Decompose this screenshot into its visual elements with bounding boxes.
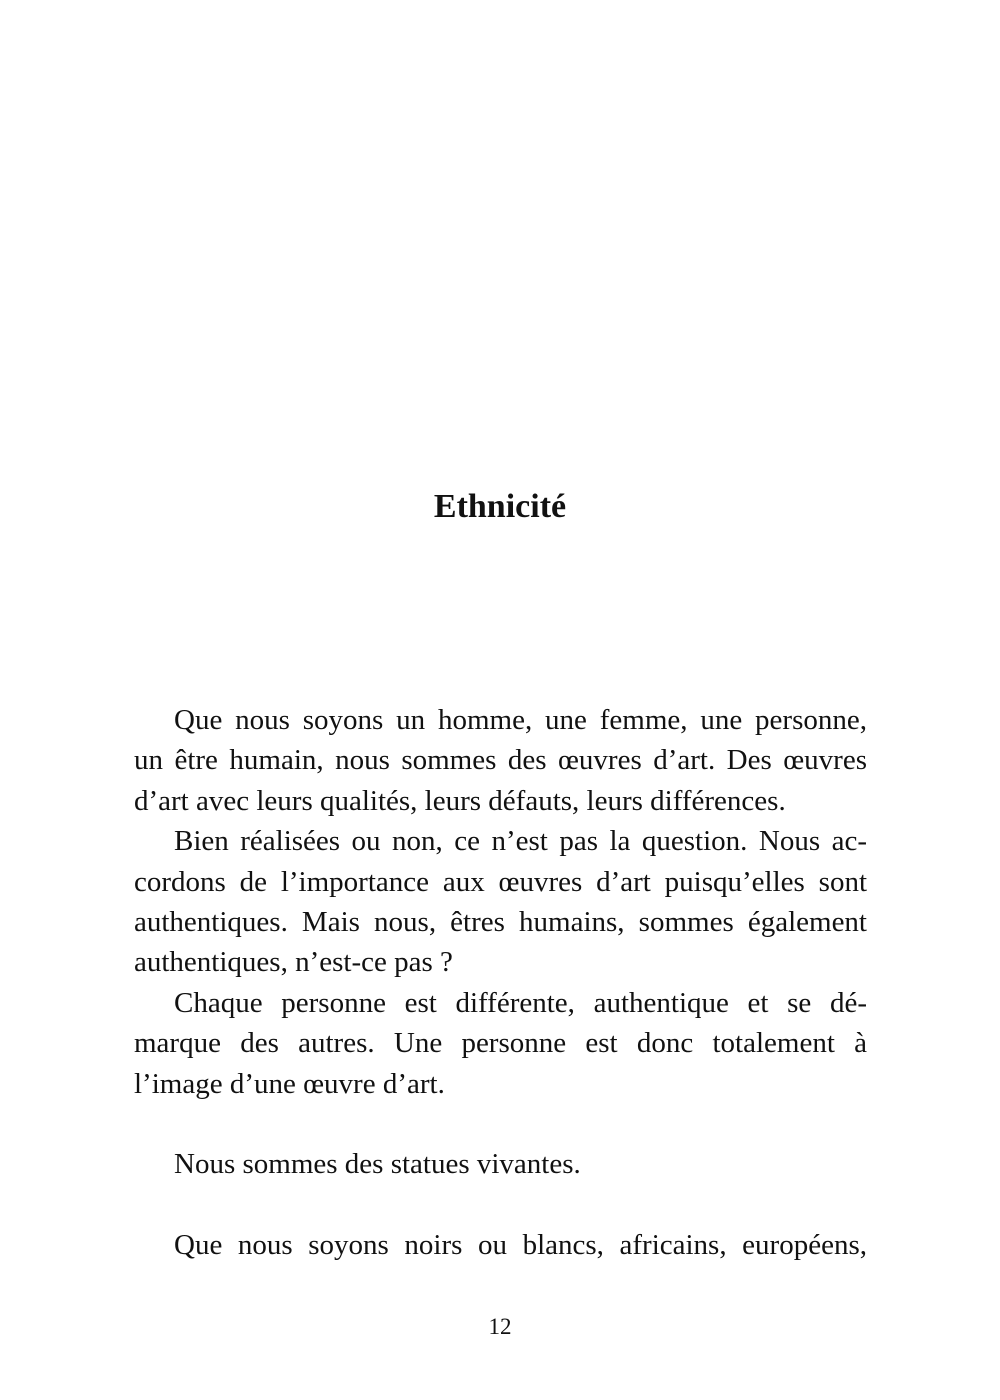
body-text bbox=[134, 700, 867, 1265]
paragraph-line: un être humain, nous sommes des œuvres d’art. Des œuvres bbox=[134, 744, 867, 777]
paragraph-line: cordons de l’importance aux œuvres d’art puisqu’elles sont bbox=[134, 865, 867, 898]
paragraph-line: Nous sommes des statues vivantes. bbox=[174, 1148, 581, 1181]
paragraph-line: Bien réalisées ou non, ce n’est pas la question. Nous ac- bbox=[174, 825, 867, 858]
paragraph-line: authentiques. Mais nous, êtres humains, sommes également bbox=[134, 905, 867, 938]
blank-line bbox=[134, 1185, 867, 1225]
blank-line bbox=[134, 1104, 867, 1144]
paragraph-line: Que nous soyons un homme, une femme, une personne, bbox=[174, 704, 867, 736]
paragraph-line: marque des autres. Une personne est donc totalement à bbox=[134, 1027, 867, 1060]
paragraph-line: authentiques, n’est-ce pas ? bbox=[134, 946, 453, 979]
page-title: Ethnicité bbox=[433, 488, 567, 525]
paragraph-line: Que nous soyons noirs ou blancs, africains, européens, bbox=[174, 1229, 867, 1262]
paragraph-line: d’art avec leurs qualités, leurs défauts, leurs différences. bbox=[134, 784, 786, 817]
paragraph-line: l’image d’une œuvre d’art. bbox=[134, 1067, 445, 1100]
paragraph-line: Chaque personne est différente, authentique et se dé- bbox=[174, 986, 867, 1019]
page-number: 12 bbox=[488, 1314, 512, 1339]
